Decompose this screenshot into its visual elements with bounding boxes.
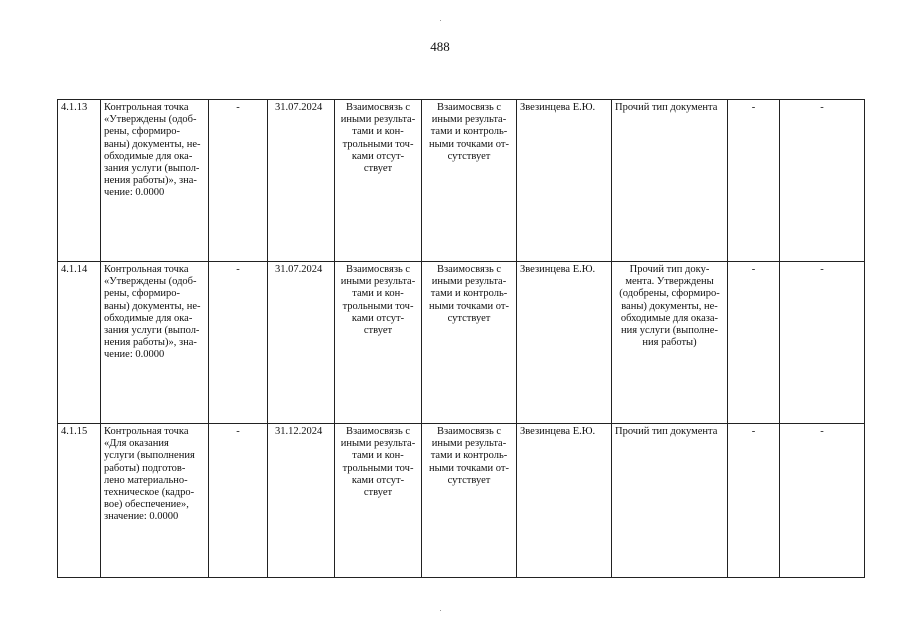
control-point-name-line: «Утверждены (одоб- [104,114,197,126]
control-point-name [101,262,209,424]
previous-links-line: иными результа- [340,276,416,288]
responsible-person: Звезинцева Е.Ю. [517,424,612,578]
control-point-name-line: зания услуги (выпол- [104,163,200,175]
control-point-name-line: услуги (выполнения [104,450,195,462]
control-point-name-line: «Для оказания [104,438,169,450]
start-date-cell: - [209,100,268,262]
previous-links-line: Взаимосвязь с [345,426,411,437]
previous-links-line: тами и кон- [352,126,404,138]
document-type-line: ния услуги (выполне- [621,325,718,337]
control-point-name-line: рены, сформиро- [104,288,181,300]
document-type-line: ваны) документы, не- [621,300,718,312]
previous-links-line: ками отсут- [351,150,405,162]
next-links [422,262,517,424]
row-number: 4.1.14 [58,262,101,424]
document-type-line: Прочий тип доку- [629,264,710,275]
extra-cell-1: - [728,100,780,262]
previous-links [335,262,422,424]
next-links-line: сутствует [447,312,491,324]
document-type-line: (одобрены, сформиро- [619,288,720,300]
responsible-person: Звезинцева Е.Ю. [517,100,612,262]
previous-links-line: иными результа- [340,438,416,450]
control-point-name-line: ваны) документы, не- [104,138,201,150]
document-type-line: ния работы) [642,337,697,349]
control-point-name-line: работы) подготов- [104,462,186,474]
previous-links-line: ствует [363,325,393,337]
table-row [58,262,865,424]
previous-links-line: ствует [363,163,393,175]
previous-links [335,424,422,578]
control-point-name-line: рены, сформиро- [104,126,181,138]
next-links-line: ными точками от- [429,462,509,474]
document-type-line: Прочий тип документа [615,426,718,437]
previous-links-line: Взаимосвязь с [345,102,411,113]
previous-links [335,100,422,262]
control-point-name [101,100,209,262]
next-links-line: тами и контроль- [430,288,508,300]
previous-links-line: трольными точ- [342,462,414,474]
document-type [612,424,728,578]
control-point-name-line: лено материально- [104,474,188,486]
extra-cell-1: - [728,424,780,578]
control-point-name-line: «Утверждены (одоб- [104,276,197,288]
extra-cell-2: - [780,262,865,424]
scan-speck [440,20,441,21]
document-type-line: мента. Утверждены [625,276,714,288]
document-type [612,262,728,424]
control-point-name-line: Контрольная точка [104,426,189,437]
page-number: 488 [430,39,450,54]
previous-links-line: иными результа- [340,114,416,126]
start-date-cell: - [209,424,268,578]
previous-links-line: тами и кон- [352,450,404,462]
table-row [58,424,865,578]
control-point-name-line: обходимые для ока- [104,150,193,162]
next-links-line: иными результа- [431,438,507,450]
document-type-line: Прочий тип документа [615,102,718,113]
next-links-line: иными результа- [431,114,507,126]
previous-links-line: тами и кон- [352,288,404,300]
previous-links-line: трольными точ- [342,300,414,312]
extra-cell-1: - [728,262,780,424]
next-links [422,424,517,578]
document-type [612,100,728,262]
next-links-line: сутствует [447,474,491,486]
control-point-name-line: Контрольная точка [104,102,189,113]
extra-cell-2: - [780,424,865,578]
control-point-name-line: чение: 0.0000 [104,349,165,361]
row-number: 4.1.15 [58,424,101,578]
control-point-name-line: нения работы)», зна- [104,175,197,187]
control-point-name-line: нения работы)», зна- [104,337,197,349]
responsible-person: Звезинцева Е.Ю. [517,262,612,424]
document-type-line: обходимые для оказа- [620,312,719,324]
control-point-name-line: ваны) документы, не- [104,300,201,312]
table-row [58,100,865,262]
next-links-line: Взаимосвязь с [436,426,502,437]
previous-links-line: ками отсут- [351,474,405,486]
due-date: 31.12.2024 [268,424,335,578]
control-point-name [101,424,209,578]
previous-links-line: трольными точ- [342,138,414,150]
previous-links-line: ками отсут- [351,312,405,324]
control-point-name-line: обходимые для ока- [104,312,193,324]
row-number: 4.1.13 [58,100,101,262]
control-point-name-line: значение: 0.0000 [104,511,179,523]
control-point-name-line: чение: 0.0000 [104,187,165,199]
due-date: 31.07.2024 [268,262,335,424]
next-links-line: тами и контроль- [430,450,508,462]
next-links [422,100,517,262]
control-point-name-line: вое) обеспечение», [104,499,189,511]
control-point-name-line: Контрольная точка [104,264,189,275]
previous-links-line: ствует [363,487,393,499]
previous-links-line: Взаимосвязь с [345,264,411,275]
table-body [58,100,865,578]
start-date-cell: - [209,262,268,424]
control-points-table [57,99,865,578]
next-links-line: сутствует [447,150,491,162]
next-links-line: иными результа- [431,276,507,288]
control-point-name-line: зания услуги (выпол- [104,325,200,337]
next-links-line: ными точками от- [429,138,509,150]
next-links-line: тами и контроль- [430,126,508,138]
next-links-line: Взаимосвязь с [436,264,502,275]
extra-cell-2: - [780,100,865,262]
next-links-line: ными точками от- [429,300,509,312]
control-point-name-line: техническое (кадро- [104,487,195,499]
scan-speck [440,610,441,611]
due-date: 31.07.2024 [268,100,335,262]
next-links-line: Взаимосвязь с [436,102,502,113]
